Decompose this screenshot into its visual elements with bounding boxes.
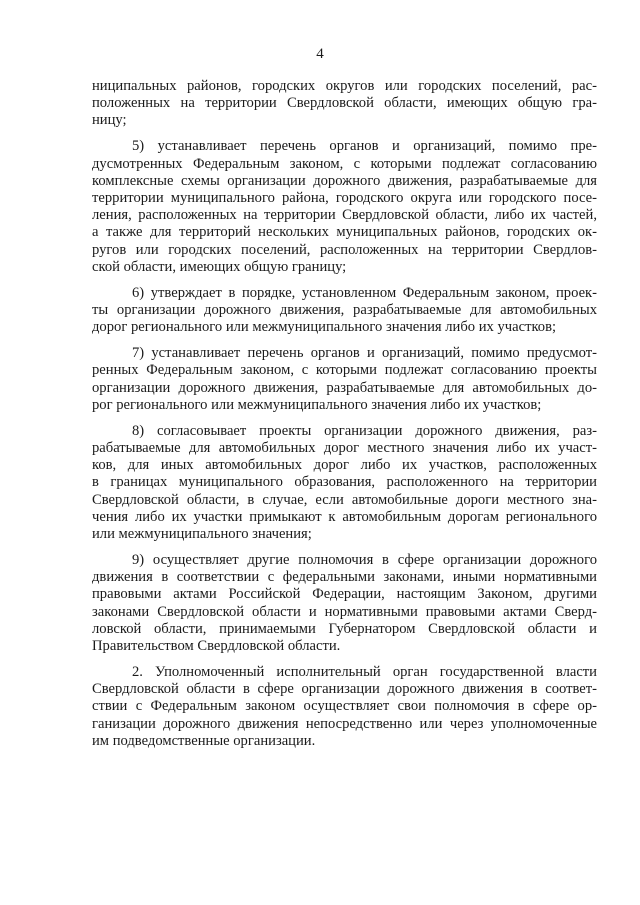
text-line: ганизации дорожного движения непосредственно или через уполномоченные — [92, 715, 597, 732]
text-line: территории муниципального района, городского округа или городского посе- — [92, 190, 597, 207]
document-body — [92, 78, 597, 750]
text-line: организации дорожного движения, разрабатываемые для автомобильных до- — [92, 379, 597, 396]
text-line: чения либо их участки примыкают к автомобильным дорогам регионального — [92, 508, 597, 525]
paragraph-item-9 — [92, 552, 597, 655]
text-line: Свердловской области, в случае, если автомобильные дороги местного зна- — [92, 491, 597, 508]
text-line: рог регионального или межмуниципального значения либо их участков; — [92, 396, 542, 413]
page-number: 4 — [316, 46, 324, 62]
text-line: ления, расположенных на территории Свердловской области, либо их частей, — [92, 207, 597, 224]
text-line: рабатываемые для автомобильных дорог местного значения либо их участ- — [92, 440, 597, 457]
text-line: ты организации дорожного движения, разрабатываемые для автомобильных — [92, 302, 597, 319]
paragraph-item-8 — [92, 423, 597, 543]
text-line: 2. Уполномоченный исполнительный орган государственной власти — [132, 664, 597, 681]
text-line: правовыми актами Российской Федерации, настоящим Законом, другими — [92, 586, 597, 603]
paragraph-item-5 — [92, 138, 597, 276]
text-line: 8) согласовывает проекты организации дорожного движения, раз- — [132, 422, 597, 439]
text-line: ков, для иных автомобильных дорог либо их участков, расположенных — [92, 457, 597, 474]
text-line: 6) утверждает в порядке, установленном Федеральным законом, проек- — [132, 284, 597, 301]
text-line: 9) осуществляет другие полномочия в сфере организации дорожного — [132, 552, 597, 569]
text-line: ницу; — [92, 112, 127, 129]
text-line: дусмотренных Федеральным законом, с которыми подлежат согласованию — [92, 155, 597, 172]
text-line: дорог регионального или межмуниципального значения либо их участков; — [92, 319, 557, 336]
text-line: в границах муниципального образования, расположенного на территории — [92, 474, 597, 491]
paragraph-item-6 — [92, 285, 597, 337]
text-line: ловской области, принимаемыми Губернатором Свердловской области и — [92, 620, 597, 637]
text-line: ренных Федеральным законом, с которыми подлежат согласованию проекты — [92, 362, 597, 379]
text-line: ниципальных районов, городских округов или городских поселений, рас- — [92, 78, 597, 94]
text-line: им подведомственные организации. — [92, 732, 316, 749]
paragraph-continuation — [92, 78, 597, 130]
paragraph-section-2 — [92, 664, 597, 750]
text-line: ругов или городских поселений, расположенных на территории Свердлов- — [92, 241, 597, 258]
text-line: Свердловской области в сфере организации дорожного движения в соответ- — [92, 681, 597, 698]
text-line: законами Свердловской области и нормативными правовыми актами Сверд- — [92, 603, 597, 620]
text-line: положенных на территории Свердловской области, имеющих общую гра- — [92, 95, 597, 112]
paragraph-item-7 — [92, 345, 597, 414]
text-line: 7) устанавливает перечень органов и организаций, помимо предусмот- — [132, 345, 597, 362]
text-line: движения в соответствии с федеральными законами, иными нормативными — [92, 569, 597, 586]
text-line: 5) устанавливает перечень органов и организаций, помимо пре- — [132, 138, 597, 155]
text-line: Правительством Свердловской области. — [92, 638, 341, 655]
text-line: а также для территорий нескольких муниципальных районов, городских ок- — [92, 224, 597, 241]
text-line: комплексные схемы организации дорожного движения, разрабатываемые для — [92, 172, 597, 189]
text-line: или межмуниципального значения; — [92, 526, 312, 543]
text-line: ской области, имеющих общую границу; — [92, 258, 347, 275]
text-line: ствии с Федеральным законом осуществляет свои полномочия в сфере ор- — [92, 698, 597, 715]
